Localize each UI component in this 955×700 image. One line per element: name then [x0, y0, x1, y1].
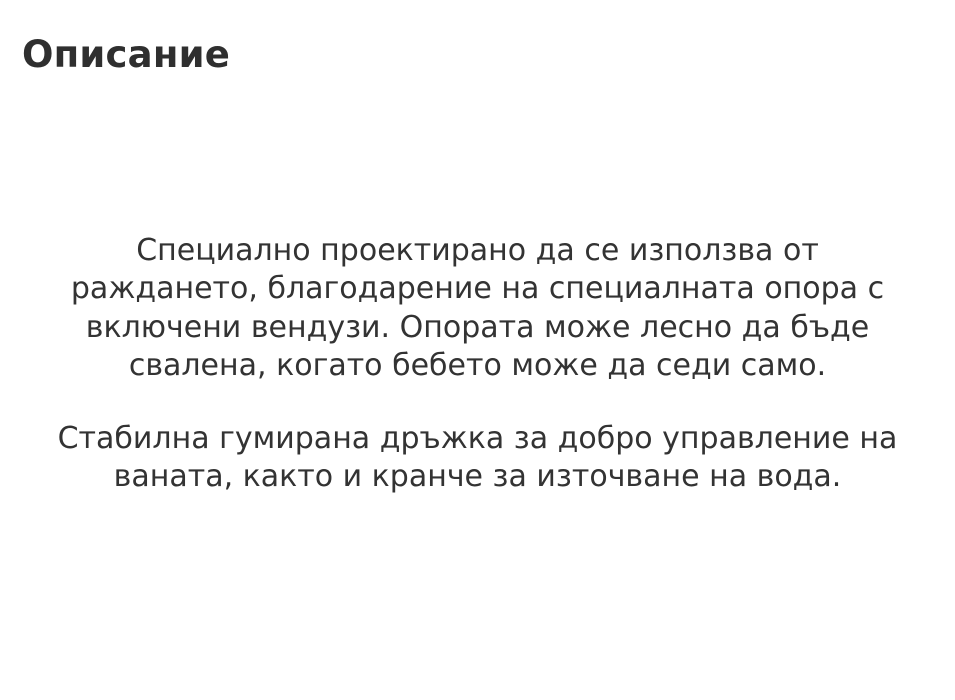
description-paragraph-2: Стабилна гумирана дръжка за добро управление на ваната, както и кранче за източване на вода.	[57, 420, 898, 494]
description-text-block	[0, 232, 955, 496]
description-paragraph-1: Специално проектирано да се използва от раждането, благодарение на специалната опора с включени вендузи. Опората може лесно да бъде свалена, когато бебето може да седи само.	[70, 233, 885, 384]
page-title: Описание	[22, 32, 231, 76]
